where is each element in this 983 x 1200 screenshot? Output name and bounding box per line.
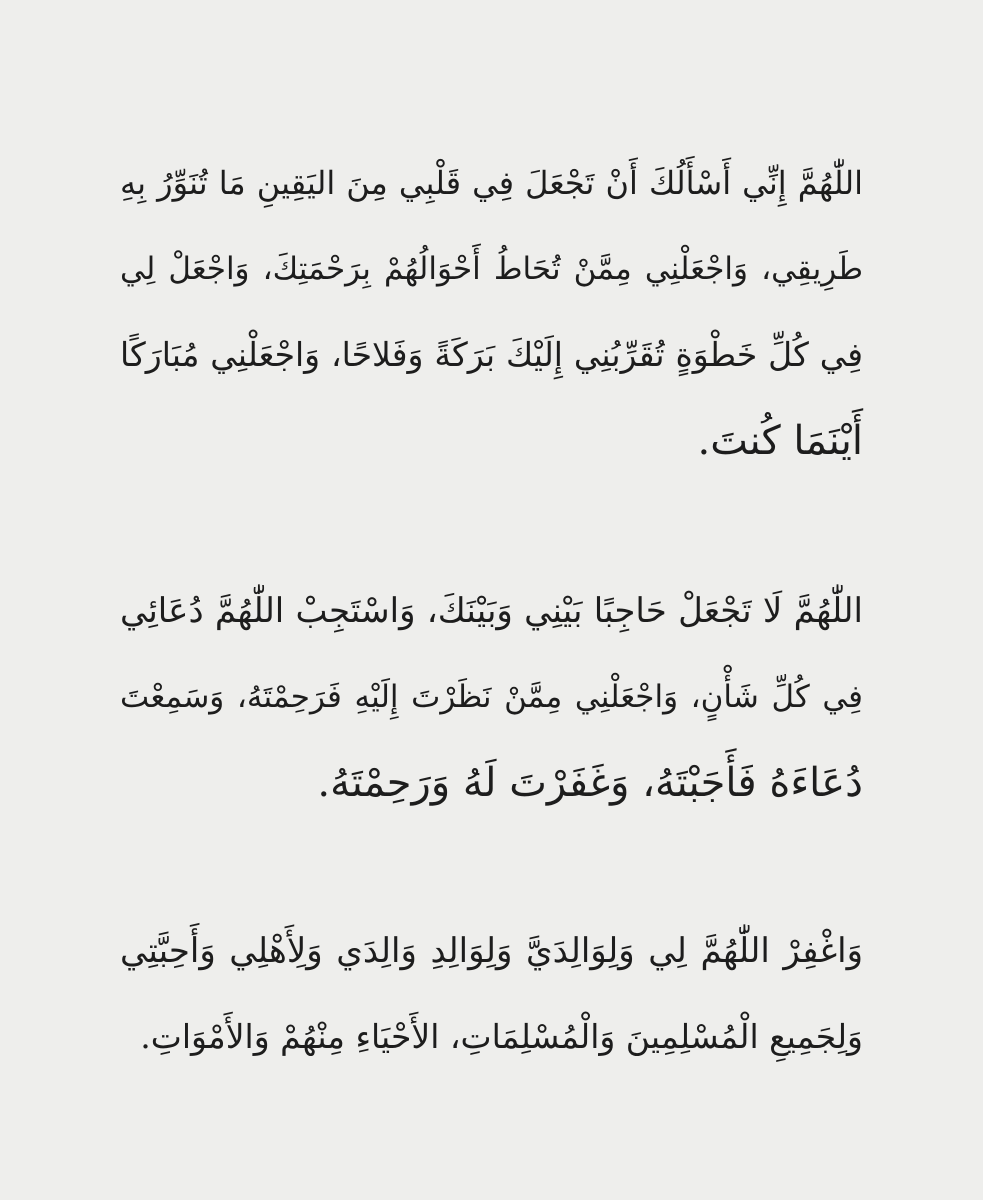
paragraph-2-line-3: دُعَاءَهُ فَأَجَبْتَهُ، وَغَفَرْتَ لَهُ وَرَحِمْتَهُ.: [317, 760, 863, 806]
paragraph-1-line-3: فِي كُلِّ خَطْوَةٍ تُقَرِّبُنِي إِلَيْكَ بَرَكَةً وَفَلاحًا، وَاجْعَلْنِي مُبَارَكًا: [120, 335, 863, 374]
paragraph-2-line-1: اللّٰهُمَّ لَا تَجْعَلْ حَاجِبًا بَيْنِي وَبَيْنَكَ، وَاسْتَجِبْ اللّٰهُمَّ دُعَائِي: [120, 591, 863, 631]
paragraph-2: [120, 568, 863, 826]
paragraph-2-line-2: فِي كُلِّ شَأْنٍ، وَاجْعَلْنِي مِمَّنْ نَظَرْتَ إِلَيْهِ فَرَحِمْتَهُ، وَسَمِعْتَ: [120, 679, 863, 715]
paragraph-3-line-1: وَاغْفِرْ اللّٰهُمَّ لِي وَلِوَالِدَيَّ وَلِوَالِدِ وَالِدَي وَلِأَهْلِي وَأَحِبَّتِي: [120, 931, 863, 971]
paragraph-1-line-2: طَرِيقِي، وَاجْعَلْنِي مِمَّنْ تُحَاطُ أَحْوَالُهُمْ بِرَحْمَتِكَ، وَاجْعَلْ لِي: [120, 251, 863, 287]
paragraph-1-line-1: اللّٰهُمَّ إِنِّي أَسْأَلُكَ أَنْ تَجْعَلَ فِي قَلْبِي مِنَ اليَقِينِ مَا تُنَوِّرُ بِهِ: [120, 164, 863, 202]
paragraph-3: [120, 908, 863, 1080]
paragraph-1-line-4: أَيْنَمَا كُنتَ.: [697, 418, 863, 464]
paragraph-1: [120, 140, 863, 484]
paragraph-3-line-2: وَلِجَمِيعِ الْمُسْلِمِينَ وَالْمُسْلِمَاتِ، الأَحْيَاءِ مِنْهُمْ وَالأَمْوَاتِ.: [140, 1017, 863, 1056]
